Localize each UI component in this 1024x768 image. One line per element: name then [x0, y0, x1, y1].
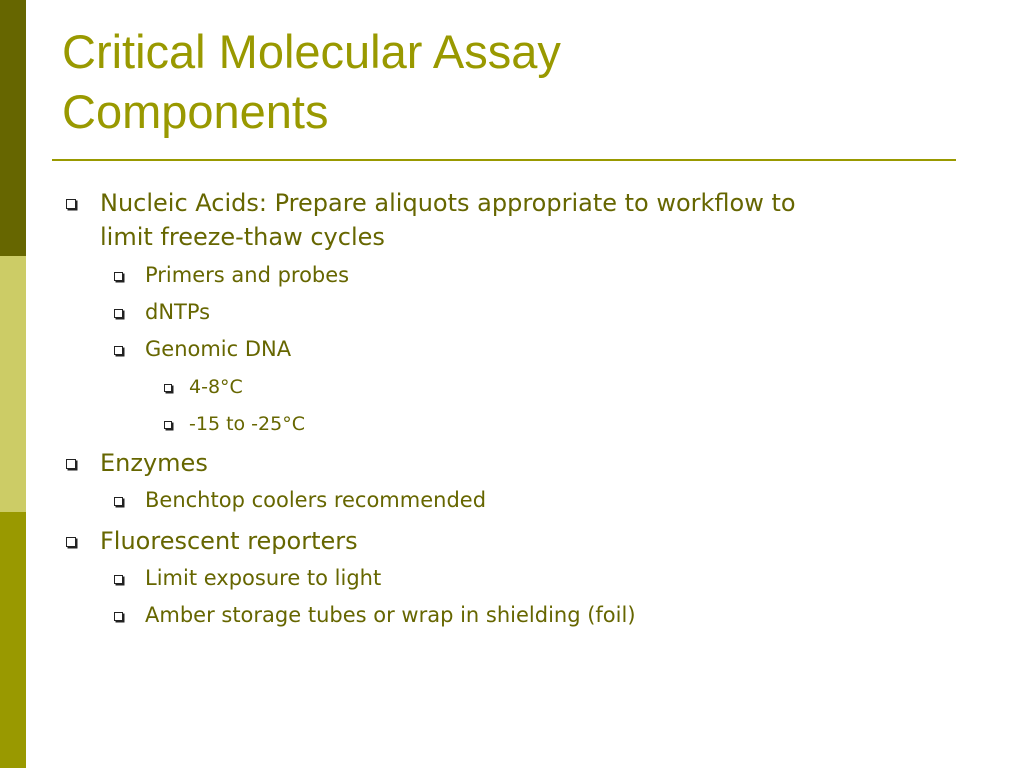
bullet-temp-4-8: 4-8°C — [189, 376, 243, 398]
bullet-amber-tubes: Amber storage tubes or wrap in shielding (foil) — [145, 603, 636, 627]
square-bullet-icon — [66, 537, 76, 547]
bullet-limit-light: Limit exposure to light — [145, 566, 382, 590]
bullet-dntps: dNTPs — [145, 300, 211, 324]
bullet-primers-probes: Primers and probes — [145, 263, 350, 287]
slide-title-line-1: Critical Molecular Assay — [62, 25, 561, 78]
bullet-temp-minus-15-25: -15 to -25°C — [189, 413, 305, 435]
bullet-nucleic-acids-continued: limit freeze-thaw cycles — [100, 223, 385, 251]
square-bullet-icon — [164, 421, 172, 429]
square-bullet-icon — [114, 309, 123, 318]
square-bullet-icon — [164, 384, 172, 392]
bullet-nucleic-acids: Nucleic Acids: Prepare aliquots appropriate to workflow to — [100, 189, 796, 217]
square-bullet-icon — [114, 272, 123, 281]
square-bullet-icon — [66, 459, 76, 469]
bullet-enzymes: Enzymes — [100, 449, 208, 477]
bullet-benchtop-coolers: Benchtop coolers recommended — [145, 488, 487, 512]
square-bullet-icon — [114, 346, 123, 355]
slide-title-line-2: Components — [62, 85, 329, 138]
square-bullet-icon — [114, 497, 123, 506]
square-bullet-icon — [114, 612, 123, 621]
square-bullet-icon — [114, 575, 123, 584]
square-bullet-icon — [66, 199, 76, 209]
bullet-genomic-dna: Genomic DNA — [145, 337, 292, 361]
bullet-fluorescent-reporters: Fluorescent reporters — [100, 527, 358, 555]
